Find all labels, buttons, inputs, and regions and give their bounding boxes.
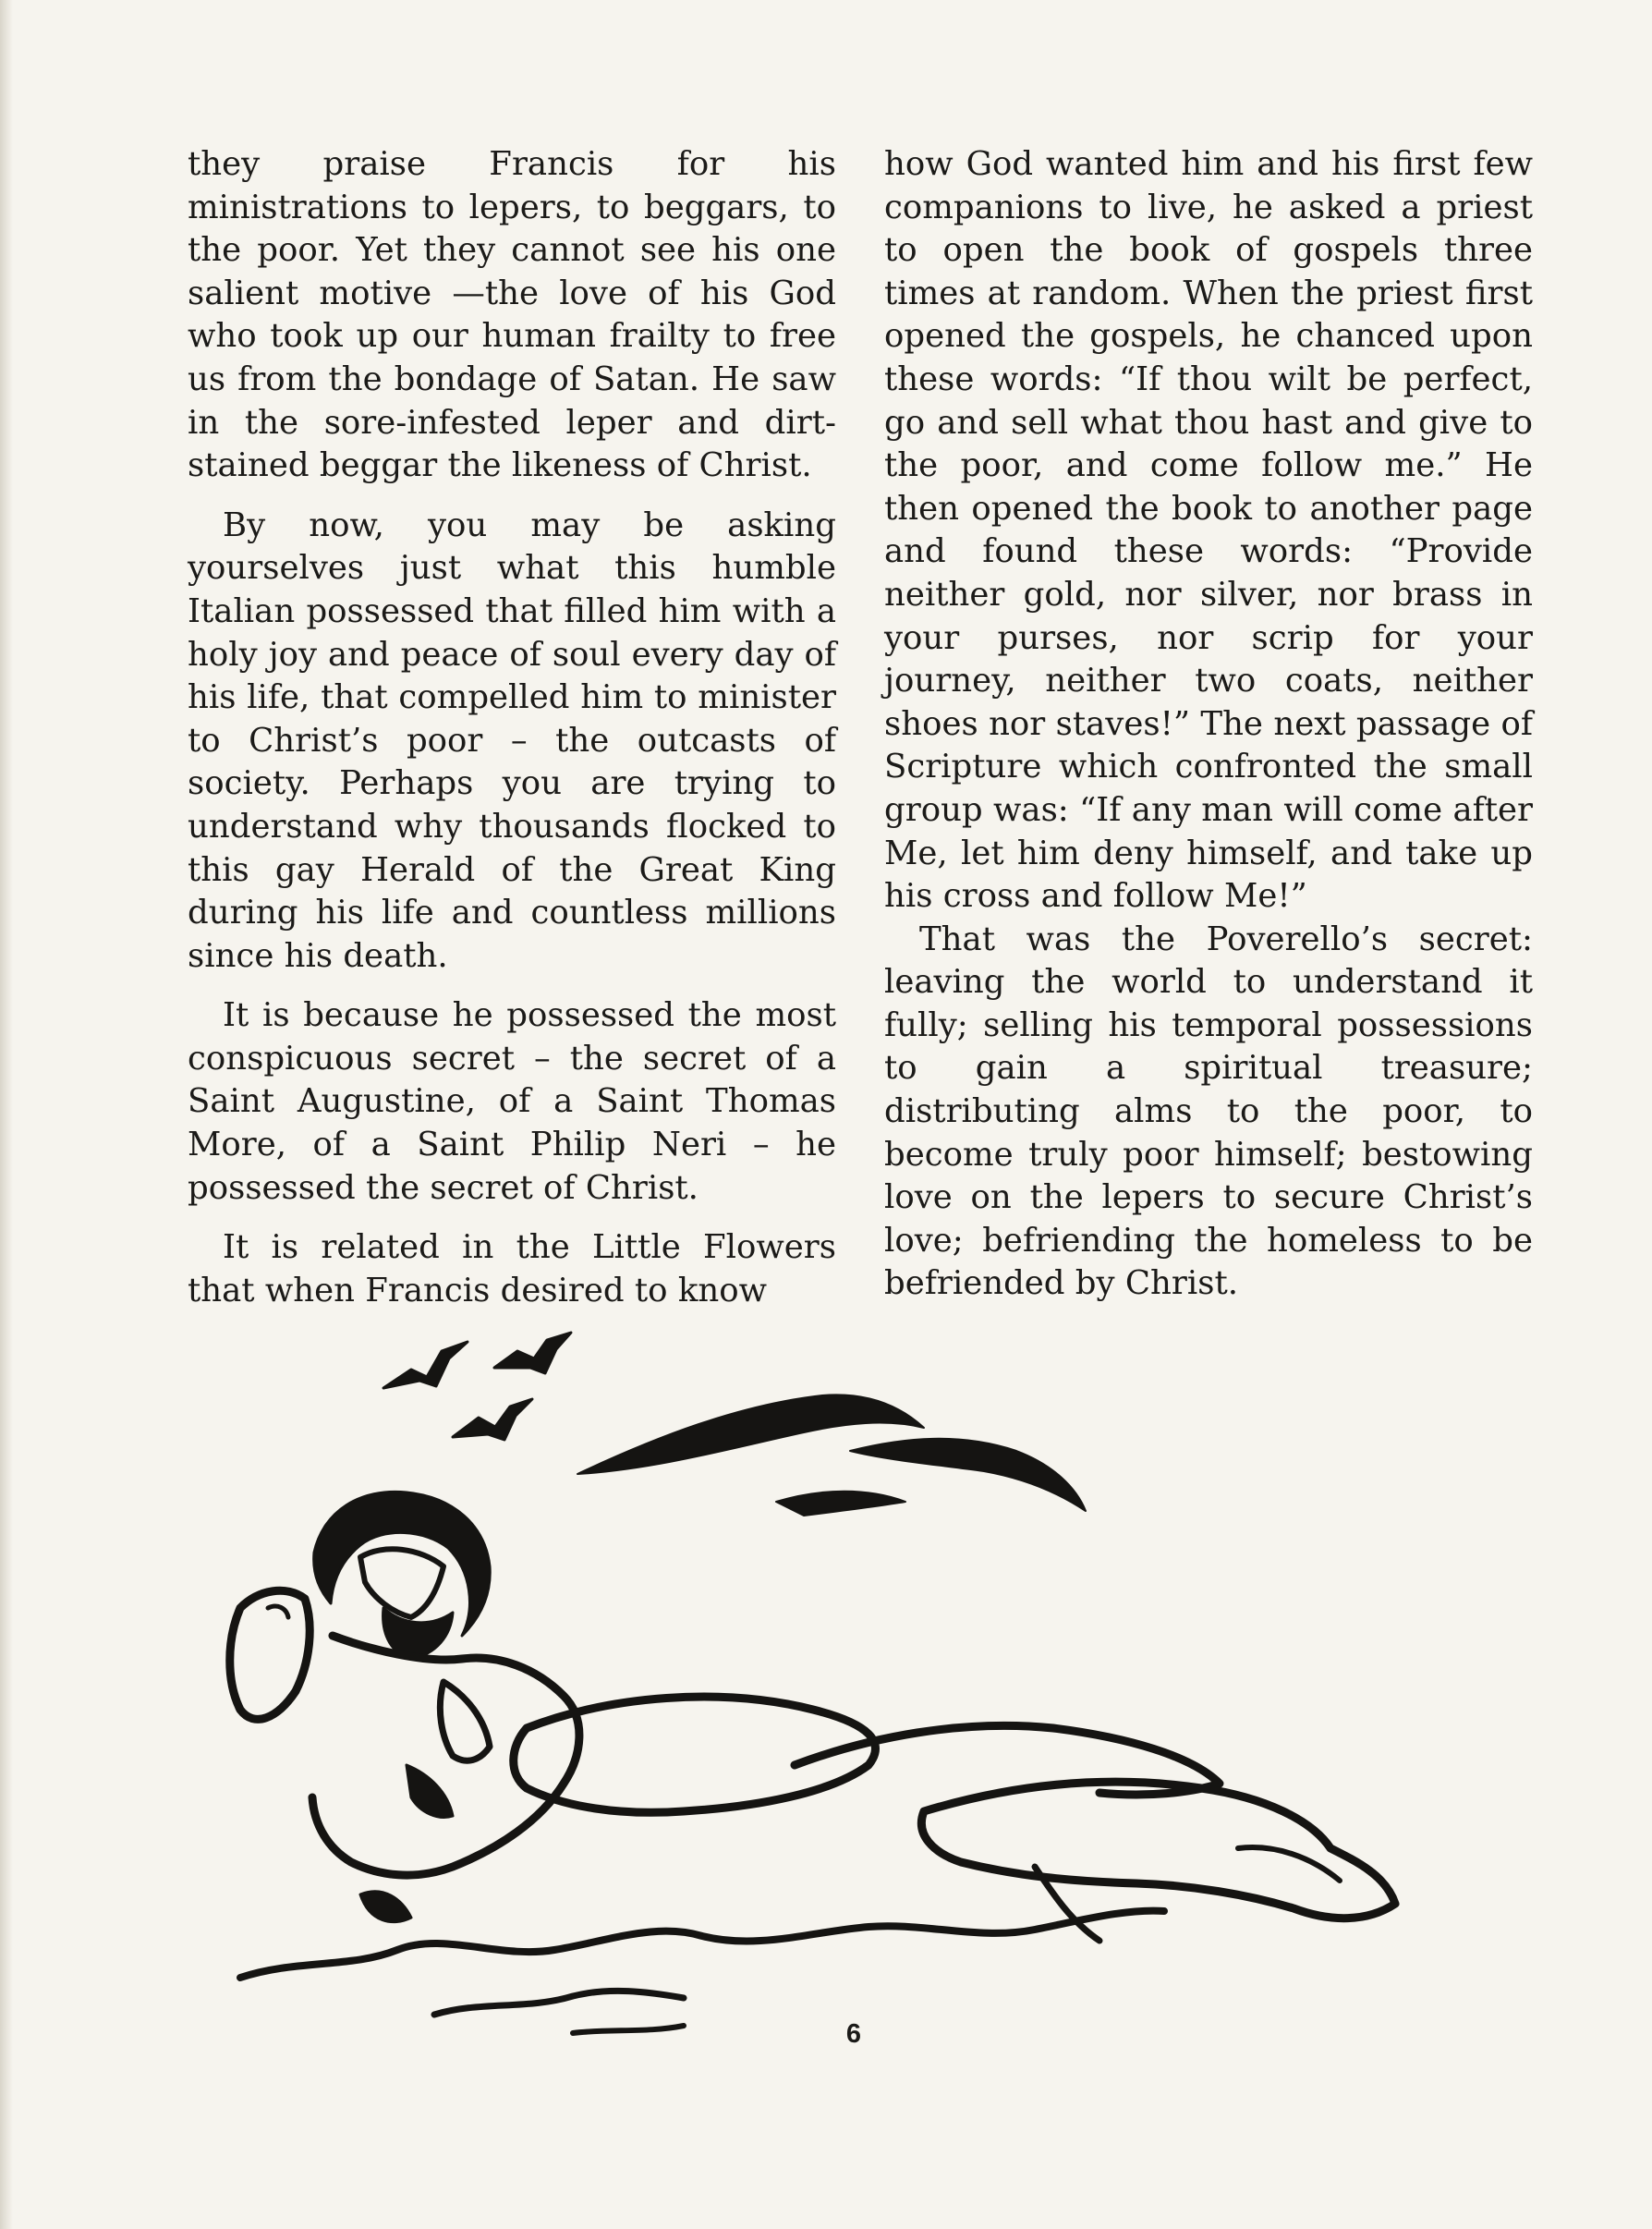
right-text-column [884,143,1533,1322]
left-paragraph-2: By now, you may be asking yourselves just what this humble Italian possessed that filled him with a holy joy and peace of soul every day of his life, that compelled him to minister to Christ’s poor – the outcasts of society. Perhaps you are trying to understand why thousands flocked to this gay Herald of the Great King during his life and countless millions since his death. [188,505,836,975]
right-paragraph-2: That was the Poverello’s secret: leaving the world to understand it fully; selling his temporal possessions to gain a spiritual treasure; distributing alms to the poor, to become truly poor himself; bestowing love on the lepers to secure Christ’s love; befriending the homeless to be befriended by Christ. [884,920,1533,1303]
ground-line [240,1911,1164,1978]
page-edge-shadow [0,0,13,2229]
page-number: 6 [845,2019,862,2049]
left-paragraph-4: It is related in the Little Flowers that when Francis desired to know [188,1228,836,1309]
left-paragraph-1: they praise Francis for his ministrations to lepers, to beggars, to the poor. Yet they cannot see his one salient motive —the love of his God who took up our human frailty to free us from the bondage of Satan. He saw in the sore-infested leper and dirt-stained beggar the likeness of Christ. [188,145,836,485]
bird-icon [453,1399,532,1440]
saint-francis-face [360,1549,443,1617]
mountain-silhouette [577,1395,924,1474]
held-bird-icon [230,1590,310,1719]
bird-icon [383,1342,468,1388]
right-paragraph-1: how God wanted him and his first few companions to live, he asked a priest to open the book of gospels three times at random. When the priest first opened the gospels, he chanced upon these words: “If thou wilt be perfect, go and sell what thou hast and give to the poor, and come follow me.” He then opened the book to another page and found these words: “Provide neither gold, nor silver, nor brass in your purses, nor scrip for your journey, neither two coats, neither shoes nor staves!” The next passage of Scripture which confronted the small group was: “If any man will come after Me, let him deny himself, and take up his cross and follow Me!” [884,145,1533,916]
mountain-silhouette [776,1492,905,1516]
left-paragraph-3: It is because he possessed the most conspicuous secret – the secret of a Saint Augustine, of a Saint Thomas More, of a Saint Philip Neri – he possessed the secret of Christ. [188,996,836,1207]
saint-francis-robe [312,1636,579,1875]
left-text-column [188,143,836,1329]
bird-icon [494,1333,571,1373]
lamb-silhouette [921,1782,1395,1918]
saint-francis-hands [440,1682,490,1760]
saint-francis-woodcut-illustration [222,1331,1478,2089]
